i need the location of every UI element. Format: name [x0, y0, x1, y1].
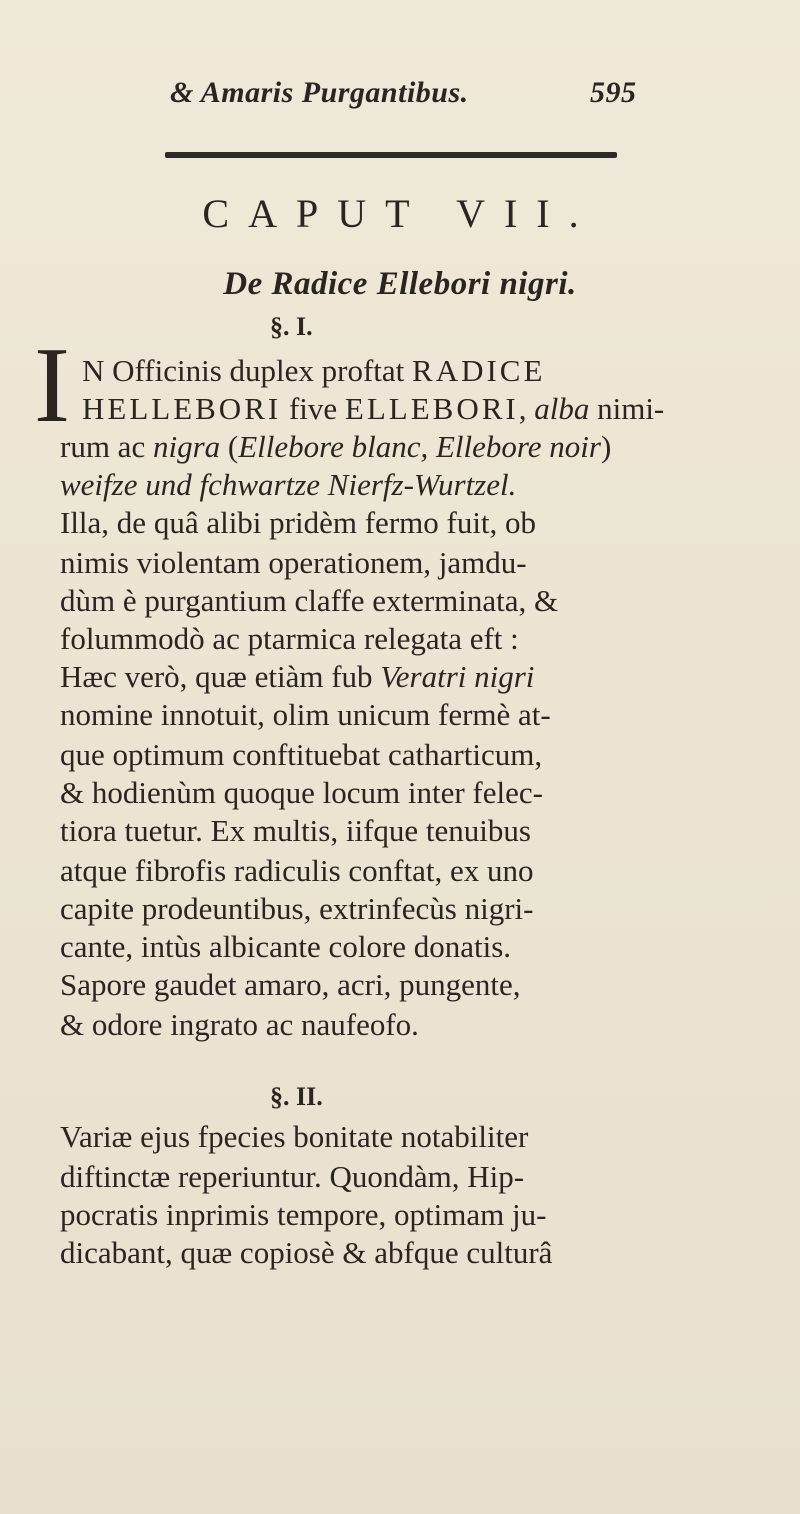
- chapter-subtitle: De Radice Ellebori nigri.: [223, 266, 577, 302]
- section-mark-1: §. I.: [270, 312, 313, 341]
- text-line: nimis violentam operationem, jamdu-: [60, 545, 527, 580]
- text-line: Sapore gaudet amaro, acri, pungente,: [60, 967, 521, 1002]
- chapter-heading: CAPUT VII.: [202, 191, 598, 236]
- header-rule: [165, 152, 617, 158]
- text-line: HELLEBORI five ELLEBORI, alba nimi-: [82, 391, 665, 426]
- text-line: dicabant, quæ copiosè & abfque culturâ: [60, 1235, 553, 1270]
- text-line: diftinctæ reperiuntur. Quondàm, Hip-: [60, 1159, 525, 1194]
- text-line: Illa, de quâ alibi pridèm fermo fuit, ob: [60, 505, 537, 540]
- text-line: que optimum conftituebat catharticum,: [60, 737, 543, 772]
- text-line: atque fibrofis radiculis conftat, ex uno: [60, 853, 534, 888]
- text-line: weifze und fchwartze Nierfz-Wurtzel.: [60, 467, 517, 502]
- text-line: folummodò ac ptarmica relegata eft :: [60, 621, 519, 656]
- text-line: cante, intùs albicante colore donatis.: [60, 929, 512, 964]
- section-mark-2: §. II.: [270, 1082, 323, 1111]
- text-line: pocratis inprimis tempore, optimam ju-: [60, 1197, 547, 1232]
- page-number: 595: [590, 76, 637, 109]
- text-line: N Officinis duplex proftat RADICE: [82, 353, 546, 388]
- text-line: nomine innotuit, olim unicum fermè at-: [60, 697, 551, 732]
- text-line: & hodienùm quoque locum inter felec-: [60, 775, 543, 810]
- drop-cap: I: [34, 326, 70, 445]
- running-title: & Amaris Purgantibus.: [170, 76, 469, 109]
- text-line: dùm è purgantium claffe exterminata, &: [60, 583, 559, 618]
- text-line: capite prodeuntibus, extrinfecùs nigri-: [60, 891, 534, 926]
- text-line: & odore ingrato ac naufeofo.: [60, 1007, 419, 1042]
- text-line: rum ac nigra (Ellebore blanc, Ellebore noir): [60, 429, 612, 464]
- text-line: Hæc verò, quæ etiàm fub Veratri nigri: [60, 659, 535, 694]
- text-line: tiora tuetur. Ex multis, iifque tenuibus: [60, 813, 531, 848]
- text-line: Variæ ejus fpecies bonitate notabiliter: [60, 1119, 529, 1154]
